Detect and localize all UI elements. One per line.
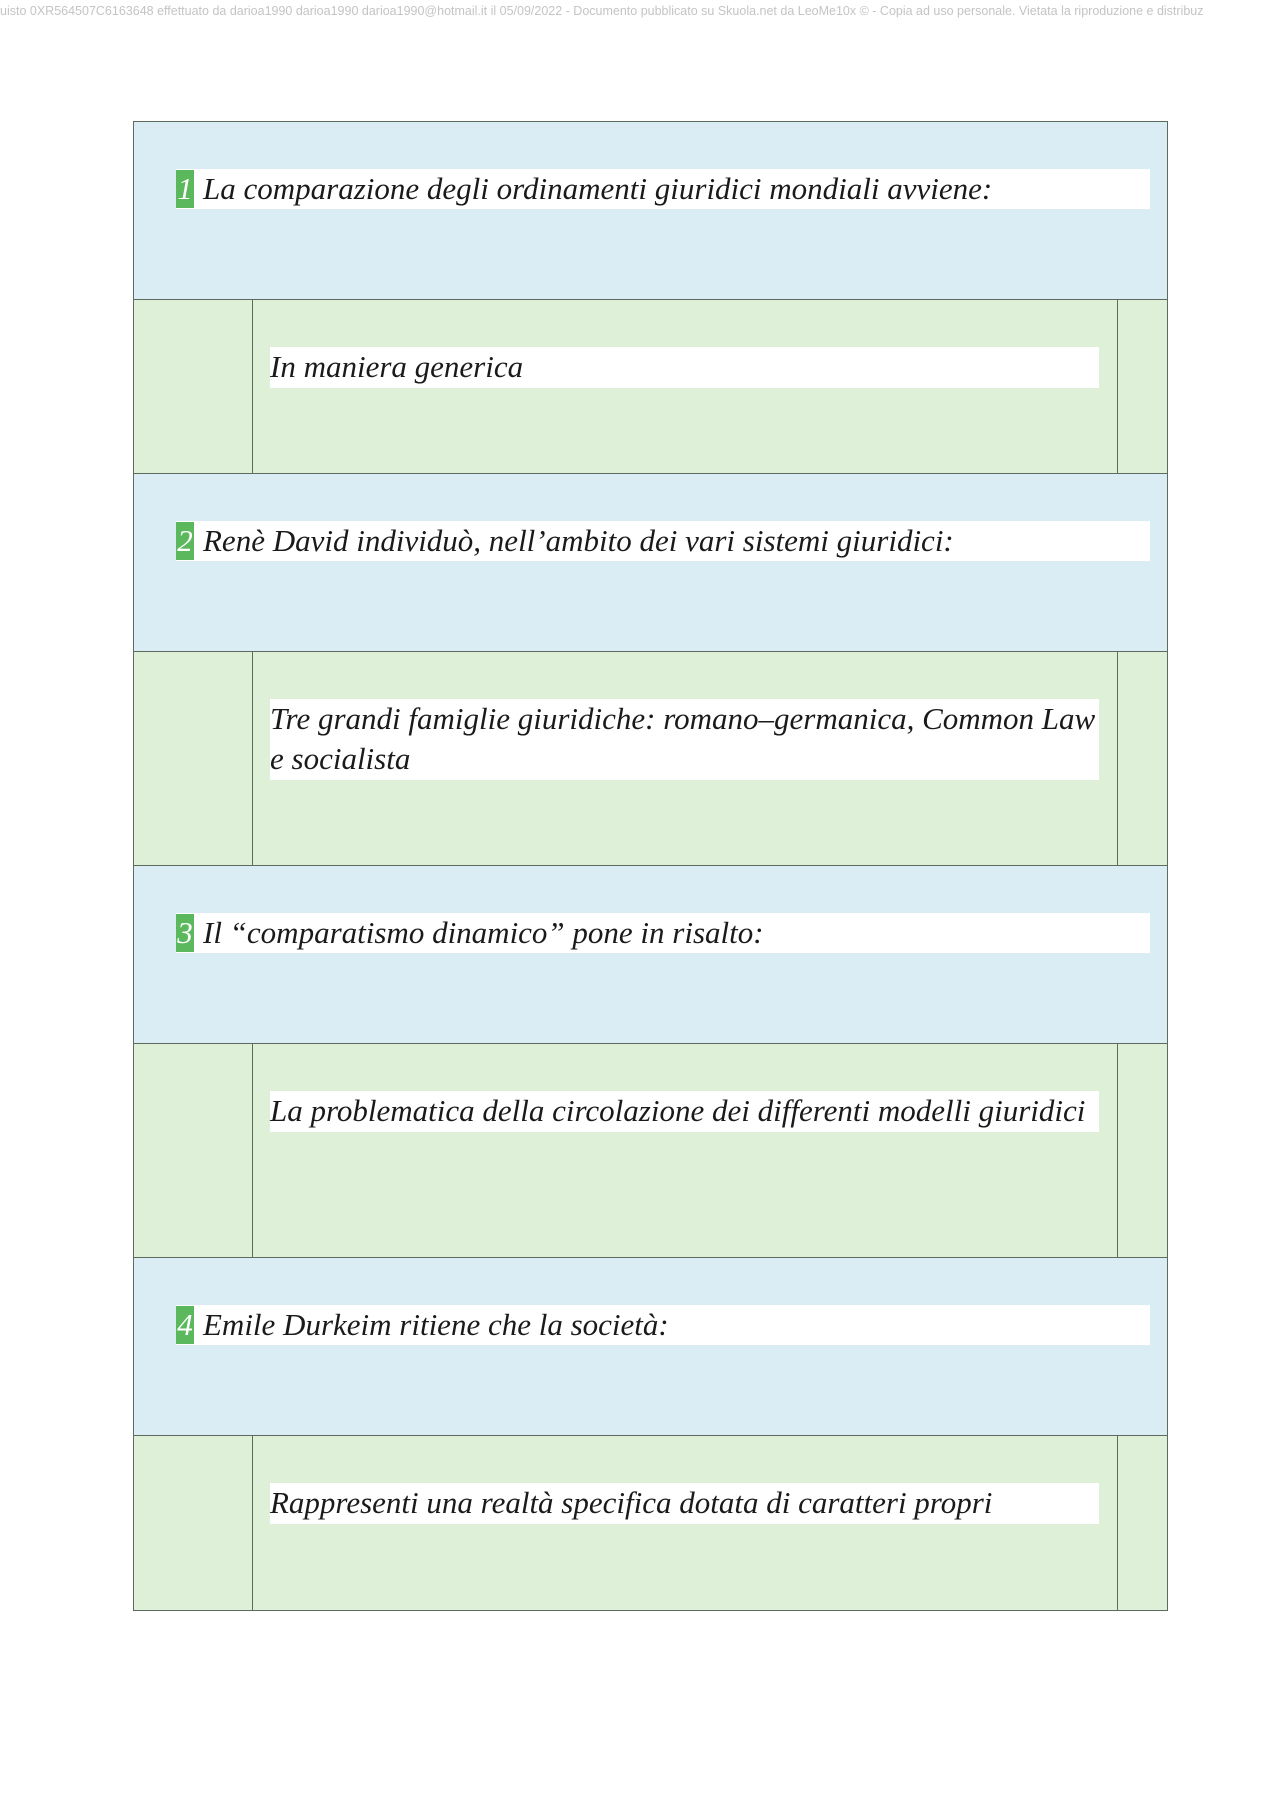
question-row-2 — [134, 474, 1167, 652]
answer-row-1 — [134, 300, 1167, 474]
answer-text: In maniera generica — [270, 349, 524, 384]
answer-row-2 — [134, 652, 1167, 866]
answer-cell — [252, 1044, 1118, 1257]
quiz-table — [133, 121, 1168, 1611]
answer-cell — [252, 652, 1118, 865]
question-row-4 — [134, 1258, 1167, 1436]
answer-text: Tre grandi famiglie giuridiche: romano–germanica, Common Law e socialista — [270, 701, 1096, 776]
question-text: Renè David individuò, nell’ambito dei vari sistemi giuridici: — [203, 523, 954, 558]
question-text: La comparazione degli ordinamenti giuridici mondiali avviene: — [203, 171, 993, 206]
answer-box — [270, 1091, 1099, 1132]
watermark-text: uisto 0XR564507C6163648 effettuato da darioa1990 darioa1990 darioa1990@hotmail.it il 05/09/2022 - Documento pubblicato su Skuola.net da LeoMe10x © - Copia ad uso personale. Vietata la riproduzione e distribuz — [0, 4, 1204, 18]
question-box — [176, 913, 1150, 953]
answer-text: Rappresenti una realtà specifica dotata di caratteri propri — [270, 1485, 993, 1520]
answer-box — [270, 699, 1099, 780]
answer-row-3 — [134, 1044, 1167, 1258]
answer-row-4 — [134, 1436, 1167, 1610]
answer-text: La problematica della circolazione dei differenti modelli giuridici — [270, 1093, 1086, 1128]
question-text: Il “comparatismo dinamico” pone in risalto: — [203, 915, 764, 950]
answer-cell — [252, 1436, 1118, 1610]
question-number: 2 — [177, 523, 193, 558]
answer-cell — [252, 300, 1118, 473]
question-box — [176, 1305, 1150, 1345]
answer-box — [270, 347, 1099, 388]
question-number: 4 — [177, 1307, 193, 1342]
question-number: 3 — [177, 915, 193, 950]
question-number: 1 — [177, 171, 193, 206]
question-box — [176, 169, 1150, 209]
question-row-1 — [134, 122, 1167, 300]
answer-box — [270, 1483, 1099, 1524]
question-row-3 — [134, 866, 1167, 1044]
question-box — [176, 521, 1150, 561]
question-text: Emile Durkeim ritiene che la società: — [203, 1307, 669, 1342]
